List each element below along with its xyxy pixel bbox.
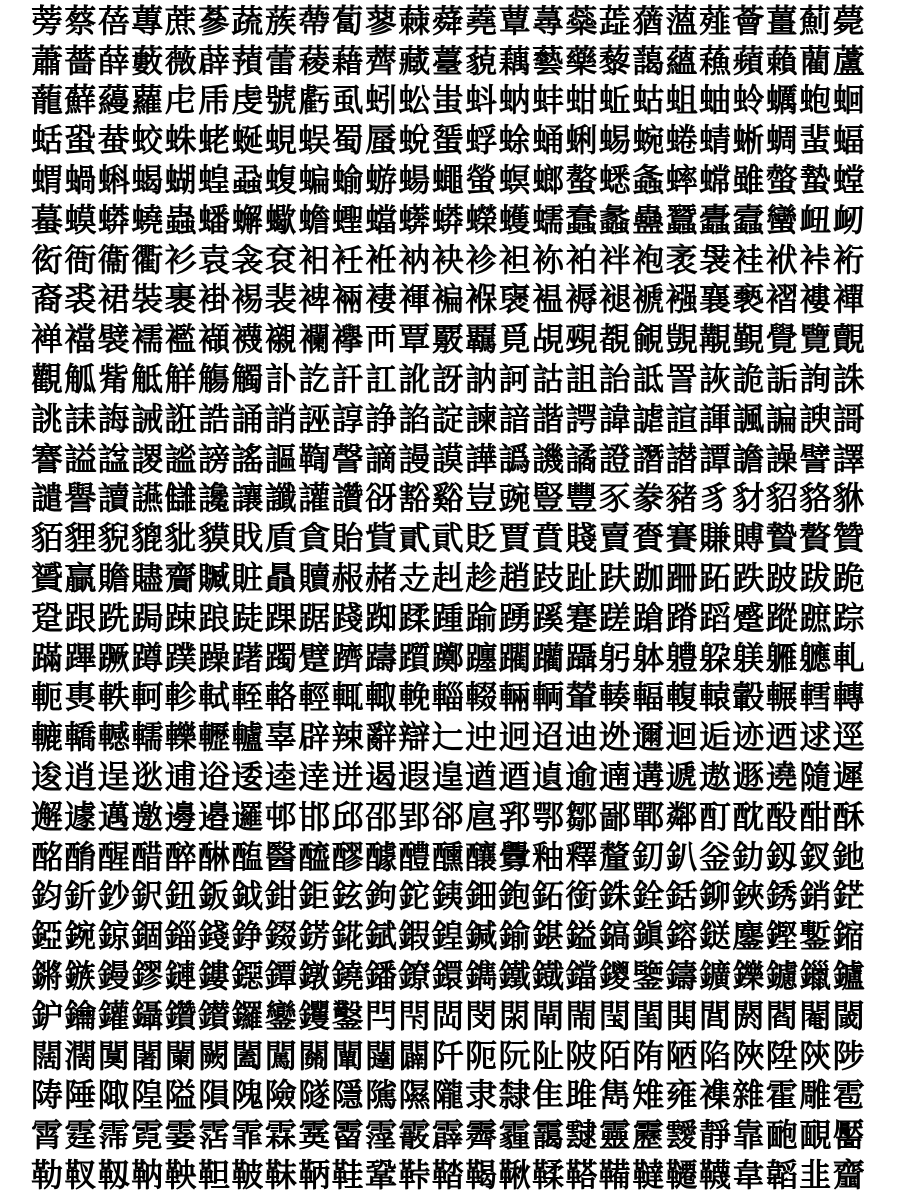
kanji-row-24: 錏鋺鍄錮錙錢錚錣錺錵錻鍜鍠鍼鍮鍖鎰鎬鎭鎔鎹鏖鏗鏨鏥 <box>31 917 867 956</box>
kanji-row-1: 蒡蔡蓓蓴蔗蔘蔬蔟蔕蔔蓼蕀蕣蕘蕈蕁蘂蕋蕕薀薤薈薑薊薨 <box>31 1 867 40</box>
kanji-row-16: 跫跟跣跼踈踉跿踝踞踐踟蹂踵踰踴蹊蹇蹉蹌蹐蹈蹙蹤蹠踪 <box>31 598 867 637</box>
kanji-row-9: 褝襠襞襦襤襭襪襯襴襷襾覃覈覊覓覘覡覩覦覬覯覲覺覽覿 <box>31 320 867 359</box>
kanji-row-23: 鈞釿鈔鈬鈕鈑鉞鉗鉅鉉鉤鉈銕鈿鉋鉐銜銖銓銛鉚鋏銹銷鋩 <box>31 877 867 916</box>
kanji-row-29: 霄霆霈霓霎霑霏霖霙霤霪霰霹霽霾靄靆靈靂靉靜靠靤靦靨 <box>31 1116 867 1155</box>
kanji-row-8: 裔裘裙裝裹褂裼裴裨裲褄褌褊褓襃褞褥褪褫襁襄褻褶褸襌 <box>31 280 867 319</box>
kanji-row-17: 蹣蹕蹶蹲蹼躁躇躅躄躋躊躓躑躔躙躪躡躬躰軆躱躾軅軈軋 <box>31 638 867 677</box>
kanji-row-15: 贇贏贍贐齎贓賍贔贖赧赭赱赳趁趙跂趾趺跏跚跖跌跛跋跪 <box>31 559 867 598</box>
kanji-row-22: 酩酳醒醋醉醂醢醫醯醪醵醴醺釀釁釉釋釐釖釟釡釛釼釵釶 <box>31 837 867 876</box>
kanji-row-3: 蘢蘚蘰蘿虍乕虔號虧虱蚓蚣蚩蚪蚋蚌蚶蚯蛄蛆蚰蛉蠣蚫蛔 <box>31 81 867 120</box>
kanji-row-21: 邂遽邁邀邊邉邏邨邯邱邵郢郤扈郛鄂鄒鄙鄲鄰酊酖酘酣酥 <box>31 797 867 836</box>
kanji-row-5: 蝟蝸蝌蝎蝴蝗蝨蝮蝙蝓蝣蝪蠅螢螟螂螯蟋螽蟀蟐雖螫蟄螳 <box>31 161 867 200</box>
kanji-row-19: 轆轎轗轜轢轣轤辜辟辣辭辯辷迚迥迢迪迯邇迴逅迹迺逑逕 <box>31 718 867 757</box>
kanji-row-25: 鏘鏃鏝鏐鏈鏤鐚鐔鐓鐃鐇鐐鐶鐫鐵鐡鐺鑁鑒鑄鑛鑠鑢鑞鑪 <box>31 957 867 996</box>
kanji-row-28: 陦陲陬隍隘隕隗險隧隱隲隰隴隶隸隹雎雋雉雍襍雜霍雕雹 <box>31 1076 867 1115</box>
kanji-row-26: 鈩鑰鑵鑷鑽鑚鑼鑾钁鑿閂閇閊閔閖閘閙閠閨閧閭閼閻閹閾 <box>31 996 867 1035</box>
kanji-row-18: 軛軣軼軻軫軾輊輅輕輒輙輓輜輟輛輌輦輳輻輹轅轂輾轌轉 <box>31 678 867 717</box>
kanji-row-14: 貊貍貎貔豼貘戝貭貪貽貲貳貮貶賈賁賤賣賚賽賺賻贄贅贊 <box>31 519 867 558</box>
kanji-row-30: 勒靫靱靹鞅靼鞁靺鞆鞋鞏鞐鞜鞨鞦鞣鞳鞴韃韆韈韋韜韭齏 <box>31 1156 867 1194</box>
kanji-row-2: 蕭薔薛藪薇薜蕷蕾薐藉薺藏薹藐藕藝藥藜藹蘊蘓蘋藾藺蘆 <box>31 41 867 80</box>
kanji-row-11: 誂誄誨誡誑誥誦誚誣諄諍諂諚諫諳諧諤諱謔諠諢諷諞諛謌 <box>31 399 867 438</box>
kanji-row-13: 譴譽讀讌讎讒讓讖讙讚谺豁谿豈豌豎豐豕豢豬豸豺貂貉貅 <box>31 479 867 518</box>
kanji-row-10: 觀觚觜觝觧觴觸訃訖訐訌訛訝訥訶詁詛詒詆詈詼詭詬詢誅 <box>31 360 867 399</box>
kanji-row-4: 蛞蛩蛬蛟蛛蛯蜒蜆蜈蜀蜃蛻蜑蜉蜍蛹蜊蜴蜿蜷蜻蜥蜩蜚蝠 <box>31 121 867 160</box>
kanji-row-27: 闊濶闃闍闌闕闔闖關闡闥闢阡阨阮阯陂陌陏陋陷陜陞陝陟 <box>31 1036 867 1075</box>
kanji-row-12: 謇謚諡謖謐謗謠謳鞫謦謫謾謨譁譌譏譎證譖譛譚譫譟譬譯 <box>31 439 867 478</box>
kanji-row-7: 衒衙衞衢衫袁衾袞衵衽袵衲袂袗袒袮袙袢袍袤袰袿袱裃裄 <box>31 240 867 279</box>
kanji-row-6: 蟇蟆蟒蟯蟲蟠蠏蠍蟾蟶蟷蠎蟒蠑蠖蠕蠢蠡蠱蠶蠹蠧蠻衄衂 <box>31 200 867 239</box>
kanji-row-20: 逡逍逞逖逋逧逶逵逹迸遏遐遑遒逎遉逾遖遘遞遨遯遶隨遲 <box>31 758 867 797</box>
